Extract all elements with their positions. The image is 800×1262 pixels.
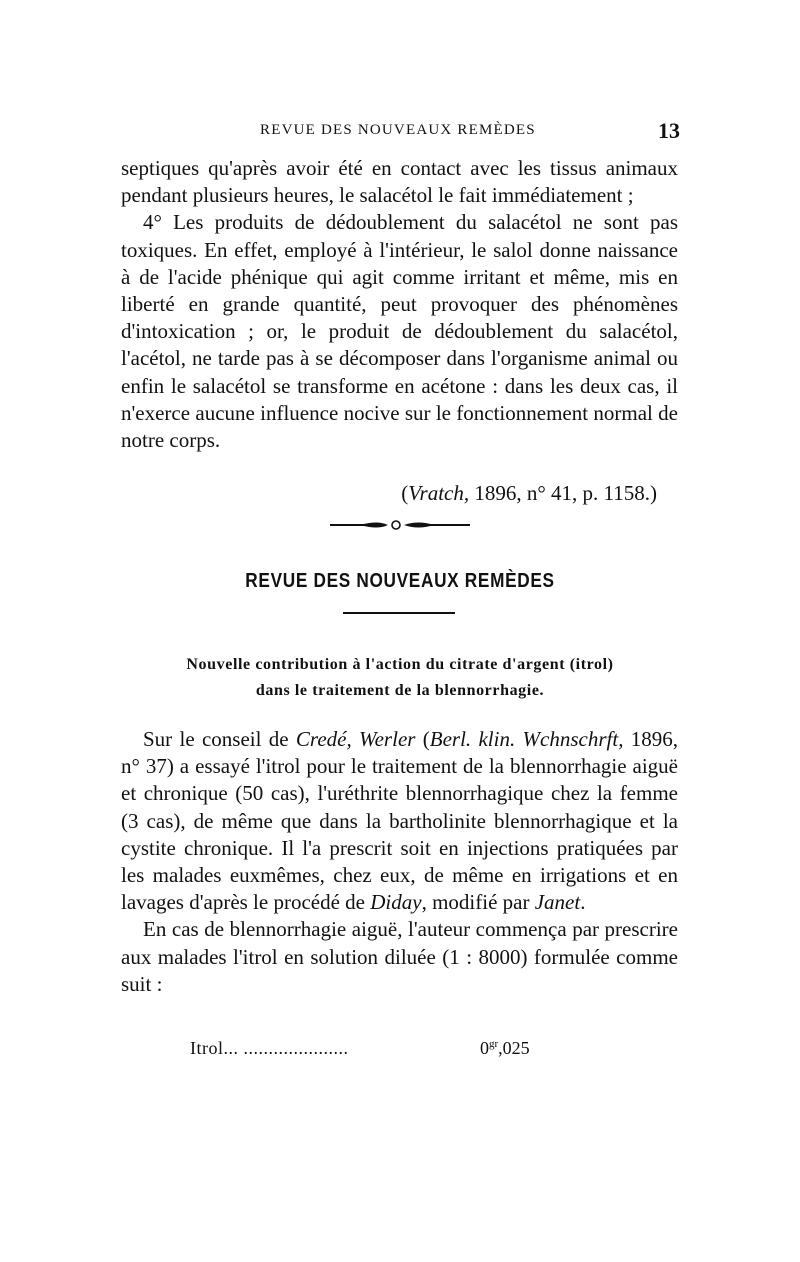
formula-value: [480, 1038, 530, 1059]
p1-text-3: (: [415, 727, 430, 751]
p1-text-2: [352, 727, 359, 751]
divider-ornament: [330, 514, 470, 536]
p1-text-1: Sur le conseil de: [143, 727, 296, 751]
journal-name: Berl. klin. Wchnschrft,: [429, 727, 624, 751]
name-werler: Werler: [359, 727, 416, 751]
p1-text-5: , modifié par: [421, 890, 535, 915]
running-head: [120, 118, 680, 148]
article-title-line-2: dans le traitement de la blennorrhagie.: [255, 682, 545, 699]
citation-open: (: [401, 481, 409, 505]
citation: [401, 480, 657, 507]
name-janet: Janet: [534, 890, 581, 915]
p1-text-4: 1896, n° 37) a essayé l'itrol pour le traitement de la blennorrhagie aiguë et chronique (50 cas), l'uréthrite blennorrhagique chez la femme (3 cas), de même que dans la bartholinite blennorrhagique et la cystite chronique. Il l'a prescrit soit en injections pratiquées par les malades euxmêmes, chez eux, de même en irrigations et en lavages d'après le procédé de: [121, 727, 679, 915]
name-crede: Credé,: [295, 727, 352, 751]
formula-value-dec: ,025: [498, 1038, 530, 1058]
name-diday: Diday: [370, 890, 422, 915]
formula-label: Itrol... .....................: [190, 1038, 349, 1058]
article-paragraph-2: En cas de blennorrhagie aiguë, l'auteur commença par prescrire aux malades l'itrol en solution diluée (1 : 8000) formulée comme suit :: [121, 917, 678, 996]
formula-value-int: 0: [480, 1038, 489, 1058]
p1-text-6: .: [580, 890, 586, 915]
section-one-text: [121, 155, 678, 454]
running-head-title: REVUE DES NOUVEAUX REMÈDES: [260, 122, 536, 138]
article-title: [118, 652, 682, 704]
citation-source: Vratch,: [408, 481, 470, 505]
article-paragraph-1: [121, 726, 678, 916]
formula-value-unit: gr: [489, 1038, 499, 1050]
section-heading: REVUE DES NOUVEAUX REMÈDES: [245, 570, 555, 592]
paragraph-continuation: septiques qu'après avoir été en contact avec les tissus animaux pendant plusieurs heures, le salacétol le fait immédiatement ;: [121, 156, 678, 208]
article-body: [121, 726, 678, 998]
heading-rule: [343, 612, 455, 614]
page-number: 13: [658, 118, 680, 143]
article-title-line-1: Nouvelle contribution à l'action du citrate d'argent (itrol): [186, 656, 614, 673]
citation-details: 1896, n° 41, p. 1158.): [469, 481, 657, 505]
paragraph-point-four: 4° Les produits de dédoublement du salacétol ne sont pas toxiques. En effet, employé à l'intérieur, le salol donne naissance à de l'acide phénique qui agit comme irritant et même, mis en liberté en grande quantité, peut provoquer des phénomènes d'intoxication ; or, le produit de dédoublement du salacétol, l'acétol, ne tarde pas à se décomposer dans l'organisme animal ou enfin le salacétol se transforme en acétone : dans les deux cas, il n'exerce aucune influence nocive sur le fonctionnement normal de notre corps.: [121, 210, 678, 453]
